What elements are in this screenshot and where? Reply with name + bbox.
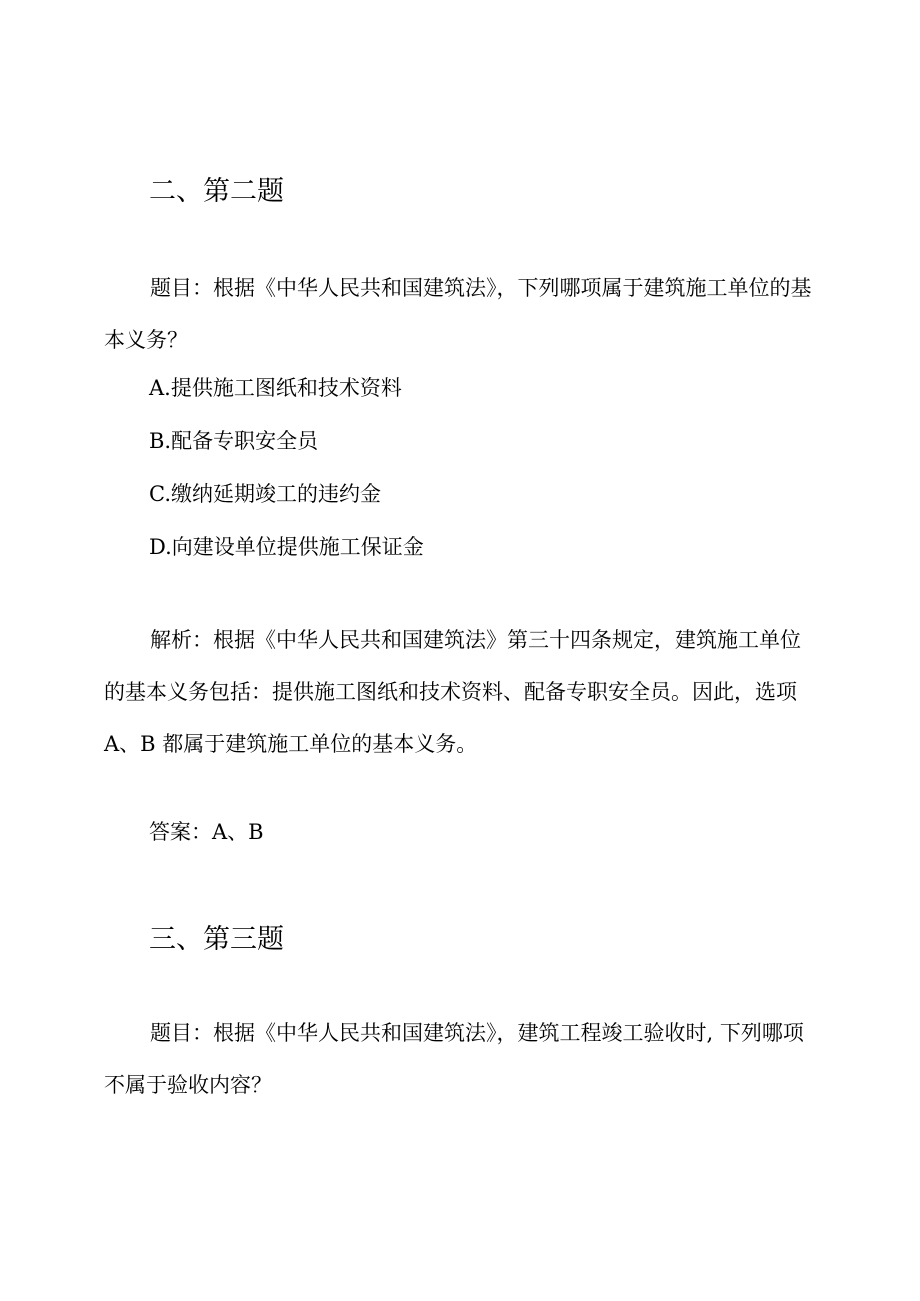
section-2-heading: 二、第二题: [149, 176, 284, 207]
section-2-option-d: D.向建设单位提供施工保证金: [149, 535, 424, 559]
section-2-analysis: 解析：根据《中华人民共和国建筑法》第三十四条规定，建筑施工单位的基本义务包括：提供施工图纸和技术资料、配备专职安全员。因此，选项 A、B 都属于建筑施工单位的基本义务。: [104, 628, 801, 756]
section-2-question: 题目：根据《中华人民共和国建筑法》，下列哪项属于建筑施工单位的基本义务？: [104, 276, 812, 352]
section-2-answer: 答案：A、B: [149, 820, 264, 844]
section-2-option-c: C.缴纳延期竣工的违约金: [149, 482, 381, 506]
section-3-question: 题目：根据《中华人民共和国建筑法》，建筑工程竣工验收时, 下列哪项不属于验收内容？: [104, 1021, 804, 1097]
section-2-option-b: B.配备专职安全员: [149, 429, 319, 453]
section-2-option-a: A.提供施工图纸和技术资料: [149, 376, 402, 400]
section-3-heading: 三、第三题: [149, 924, 284, 955]
